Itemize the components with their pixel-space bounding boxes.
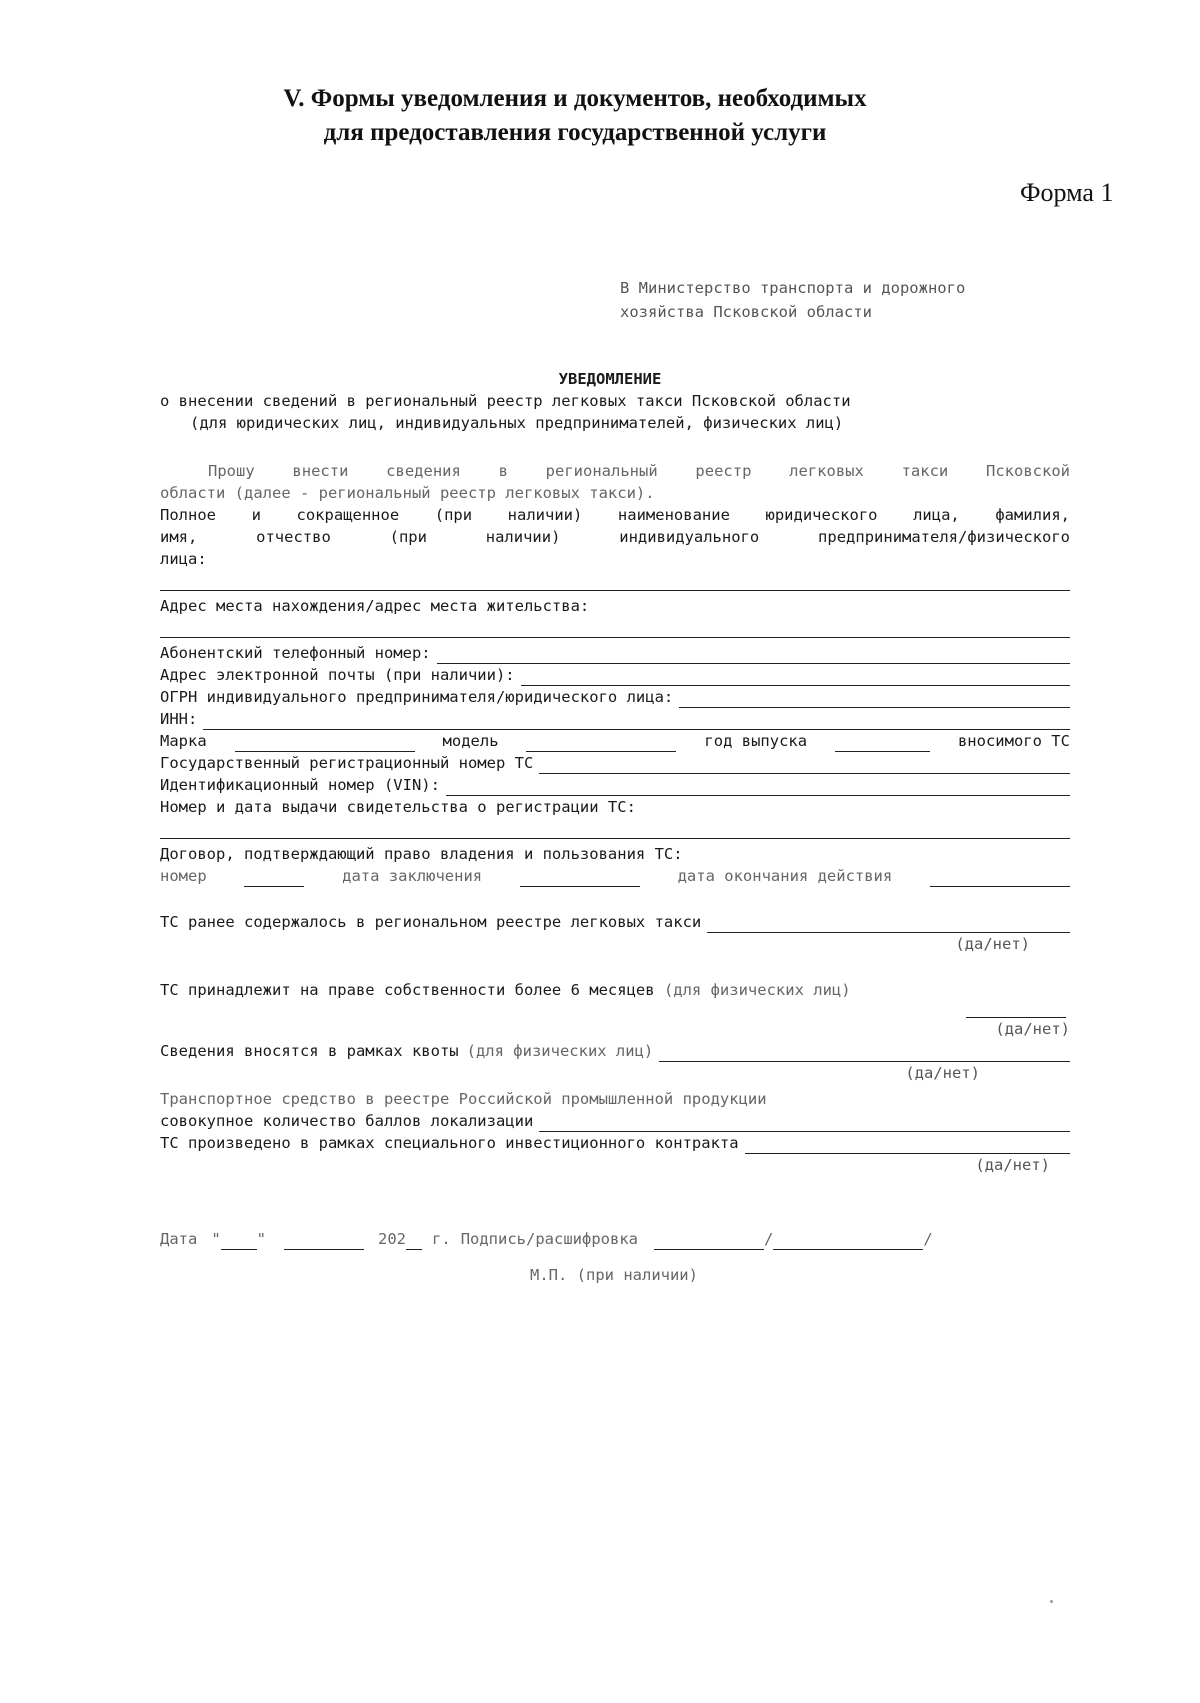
signature-slash: / xyxy=(764,1230,774,1248)
vin-row xyxy=(160,774,1070,796)
date-quote-close: " xyxy=(256,1230,267,1248)
name-field-line1: Полное и сокращенное (при наличии) наименование юридического лица, фамилия, xyxy=(160,506,1070,524)
contract-number-input-line[interactable] xyxy=(244,870,304,887)
name-field-line2: имя, отчество (при наличии) индивидуального предпринимателя/физического xyxy=(160,528,1070,546)
signature-row xyxy=(160,1228,1070,1250)
name-input-line[interactable] xyxy=(160,570,1070,591)
section-heading-line2: для предоставления государственной услуги xyxy=(323,119,827,146)
phone-row xyxy=(160,642,1070,664)
localization-label: совокупное количество баллов локализации xyxy=(160,1112,534,1130)
model-input-line[interactable] xyxy=(526,735,676,752)
address-input-line[interactable] xyxy=(160,617,1070,638)
addressee xyxy=(620,276,965,324)
reg-number-label: Государственный регистрационный номер ТС xyxy=(160,754,534,772)
scan-speck xyxy=(1050,1600,1053,1603)
request-line2: области (далее - региональный реестр легковых такси). xyxy=(160,484,655,502)
yes-no-hint: (да/нет) xyxy=(955,935,1030,953)
yes-no-hint: (да/нет) xyxy=(995,1020,1070,1038)
contract-row xyxy=(160,865,1070,887)
signature-input-line[interactable] xyxy=(654,1233,764,1250)
stamp-label: М.П. (при наличии) xyxy=(530,1266,698,1284)
signature-label: Подпись/расшифровка xyxy=(460,1230,638,1248)
notice-title-applicants: (для юридических лиц, индивидуальных предпринимателей, физических лиц) xyxy=(190,414,844,432)
email-label: Адрес электронной почты (при наличии): xyxy=(160,666,515,684)
localization-row xyxy=(160,1110,1070,1132)
reg-number-input-line[interactable] xyxy=(539,757,1070,774)
ogrn-row xyxy=(160,686,1070,708)
year-label: год выпуска xyxy=(704,732,808,750)
date-month-input-line[interactable] xyxy=(284,1233,364,1250)
vin-input-line[interactable] xyxy=(446,779,1070,796)
form-number: Форма 1 xyxy=(1020,178,1114,207)
russian-registry-label: Транспортное средство в реестре Российской промышленной продукции xyxy=(160,1090,767,1108)
notice-title-subject: о внесении сведений в региональный реестр легковых такси Псковской области xyxy=(160,392,851,410)
inn-row xyxy=(160,708,1070,730)
notice-title xyxy=(150,368,1070,434)
ogrn-input-line[interactable] xyxy=(679,691,1070,708)
contract-end-input-line[interactable] xyxy=(930,870,1070,887)
section-heading xyxy=(0,82,1150,150)
model-label: модель xyxy=(442,732,499,750)
request-line1: Прошу внести сведения в региональный реестр легковых такси Псковской xyxy=(208,462,1070,480)
inn-input-line[interactable] xyxy=(203,713,1070,730)
contract-date-label: дата заключения xyxy=(342,867,483,885)
brand-label: Марка xyxy=(160,732,207,750)
owned-6-months-answer xyxy=(160,1001,1066,1018)
contract-label: Договор, подтверждающий право владения и пользования ТС: xyxy=(160,845,683,863)
signature-slash-end: / xyxy=(923,1230,933,1248)
email-row xyxy=(160,664,1070,686)
date-quote-open: " xyxy=(211,1230,221,1248)
previously-registered-input-line[interactable] xyxy=(707,916,1070,933)
certificate-input-line[interactable] xyxy=(160,818,1070,839)
certificate-label: Номер и дата выдачи свидетельства о регистрации ТС: xyxy=(160,798,636,816)
ogrn-label: ОГРН индивидуального предпринимателя/юридического лица: xyxy=(160,688,674,706)
previously-registered-label: ТС ранее содержалось в региональном реестре легковых такси xyxy=(160,913,702,931)
year-input-line[interactable] xyxy=(835,735,930,752)
special-contract-label: ТС произведено в рамках специального инвестиционного контракта xyxy=(160,1134,739,1152)
date-day-input-line[interactable] xyxy=(221,1233,257,1250)
date-year-input-line[interactable] xyxy=(406,1233,422,1250)
special-contract-row xyxy=(160,1132,1070,1154)
date-year-suffix: г. xyxy=(432,1230,451,1248)
name-field-line3: лица: xyxy=(160,550,207,568)
previously-registered-row xyxy=(160,911,1070,933)
vehicle-row xyxy=(160,730,1070,752)
contract-date-input-line[interactable] xyxy=(520,870,640,887)
address-label: Адрес места нахождения/адрес места жительства: xyxy=(160,597,590,615)
quota-input-line[interactable] xyxy=(659,1045,1070,1062)
vehicle-label: вносимого ТС xyxy=(957,732,1070,750)
contract-end-label: дата окончания действия xyxy=(677,867,893,885)
special-contract-input-line[interactable] xyxy=(745,1137,1070,1154)
date-label: Дата xyxy=(160,1230,198,1248)
owned-6-months-note: (для физических лиц) xyxy=(663,981,851,999)
inn-label: ИНН: xyxy=(160,710,198,728)
reg-number-row xyxy=(160,752,1070,774)
contract-number-label: номер xyxy=(160,867,207,885)
localization-input-line[interactable] xyxy=(539,1115,1070,1132)
quota-label: Сведения вносятся в рамках квоты xyxy=(160,1042,459,1060)
notice-title-main: УВЕДОМЛЕНИЕ xyxy=(558,370,662,388)
email-input-line[interactable] xyxy=(521,669,1070,686)
quota-note: (для физических лиц) xyxy=(466,1042,654,1060)
form-body xyxy=(160,460,1070,1286)
addressee-line2: хозяйства Псковской области xyxy=(620,303,872,321)
addressee-line1: В Министерство транспорта и дорожного xyxy=(620,279,966,297)
quota-row xyxy=(160,1040,1070,1062)
yes-no-hint: (да/нет) xyxy=(905,1064,980,1082)
vin-label: Идентификационный номер (VIN): xyxy=(160,776,440,794)
owned-6-months-label: ТС принадлежит на праве собственности более 6 месяцев xyxy=(160,981,655,999)
phone-input-line[interactable] xyxy=(437,647,1070,664)
date-year-prefix: 202 xyxy=(378,1230,407,1248)
section-heading-line1: V. Формы уведомления и документов, необходимых xyxy=(283,85,867,112)
yes-no-hint: (да/нет) xyxy=(975,1156,1050,1174)
signature-decode-input-line[interactable] xyxy=(773,1233,923,1250)
owned-6-months-input-line[interactable] xyxy=(966,1001,1066,1018)
owned-6-months-row xyxy=(160,979,1070,1001)
phone-label: Абонентский телефонный номер: xyxy=(160,644,431,662)
brand-input-line[interactable] xyxy=(235,735,415,752)
